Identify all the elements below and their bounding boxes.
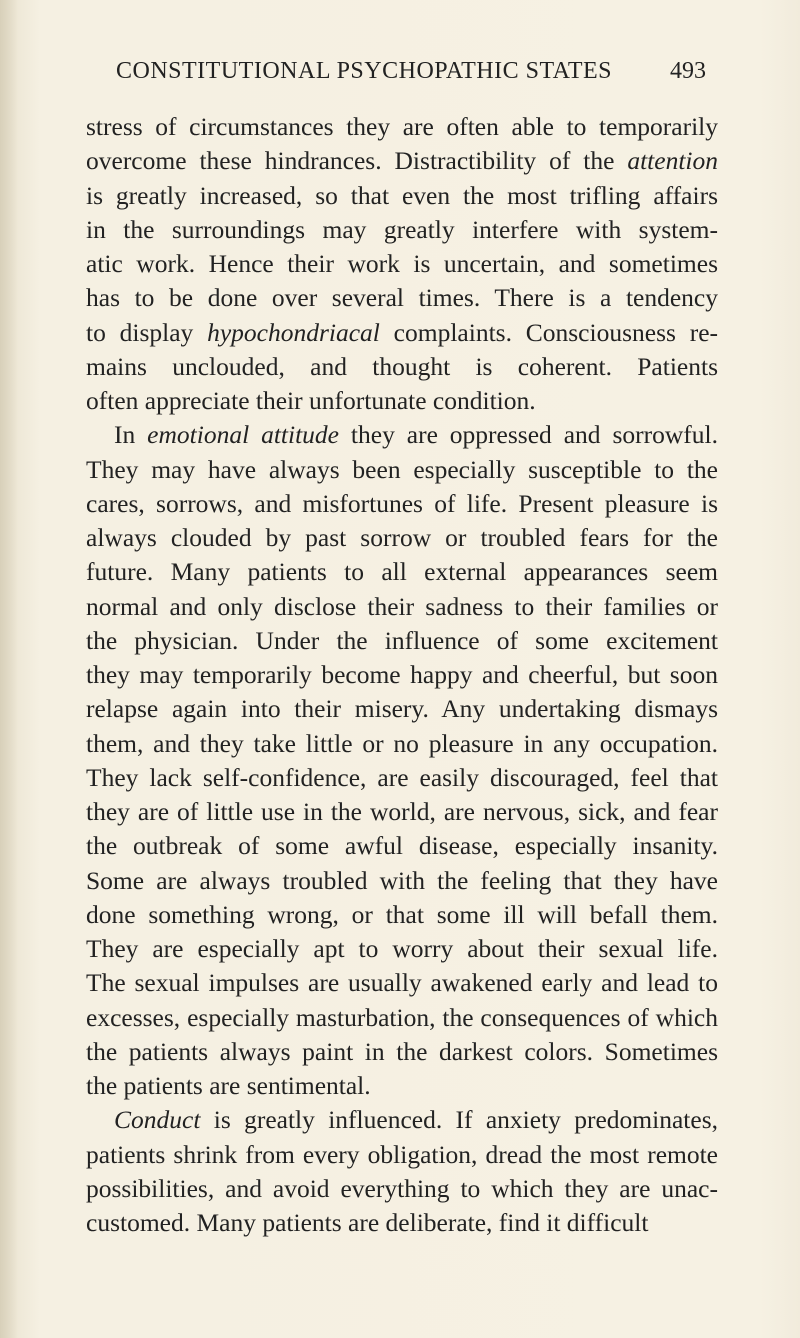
text-line: in the surroundings may greatly interfere with system- <box>86 214 718 244</box>
text-line: the patients always paint in the darkest colors. Sometimes <box>86 1036 718 1066</box>
text-line: possibilities, and avoid everything to which they are unac- <box>86 1173 718 1203</box>
text-line: mains unclouded, and thought is coherent. Patients <box>86 351 718 381</box>
text-line: the outbreak of some awful disease, especially insanity. <box>86 831 718 861</box>
text-line: They are especially apt to worry about their sexual life. <box>86 934 718 963</box>
text-line: future. Many patients to all external appearances seem <box>86 557 718 587</box>
text-line: patients shrink from every obligation, dread the most remote <box>86 1139 718 1169</box>
italic-phrase: emotional attitude <box>147 420 339 450</box>
text-line: to display hypochondriacal complaints. Consciousness re- <box>86 317 719 347</box>
text-line: They lack self-confidence, are easily discouraged, feel that <box>86 762 718 792</box>
page-header <box>0 58 800 92</box>
italic-phrase: attention <box>627 146 718 176</box>
text-line: done something wrong, or that some ill will befall them. <box>86 899 718 929</box>
text-line: cares, sorrows, and misfortunes of life. Present pleasure is <box>86 488 718 518</box>
text-line: atic work. Hence their work is uncertain, and sometimes <box>86 249 718 278</box>
text-line: the physician. Under the influence of some excitement <box>86 625 718 655</box>
gutter-shadow <box>0 0 18 1338</box>
text-line: overcome these hindrances. Distractibility of the attention <box>86 146 718 176</box>
text-line: stress of circumstances they are often able to temporarily <box>86 112 718 141</box>
text-line: In emotional attitude they are oppressed and sorrowful. <box>114 420 718 450</box>
text-line: always clouded by past sorrow or troubled fears for the <box>86 523 718 552</box>
text-line: They may have always been especially susceptible to the <box>86 454 718 484</box>
text-line: is greatly increased, so that even the most trifling affairs <box>86 180 718 210</box>
text-line: Some are always troubled with the feeling that they have <box>86 865 718 895</box>
italic-phrase: hypochondriacal <box>207 317 380 347</box>
text-line: excesses, especially masturbation, the consequences of which <box>86 1002 718 1032</box>
text-line: relapse again into their misery. Any undertaking dismays <box>86 694 718 724</box>
text-line: Conduct is greatly influenced. If anxiety predominates, <box>114 1105 718 1135</box>
body-text <box>86 110 718 1240</box>
text-line: customed. Many patients are deliberate, find it difficult <box>86 1208 649 1237</box>
text-line: The sexual impulses are usually awakened early and lead to <box>86 968 718 998</box>
running-head: CONSTITUTIONAL PSYCHOPATHIC STATES <box>116 58 613 84</box>
text-line: the patients are sentimental. <box>86 1071 371 1100</box>
text-line: normal and only disclose their sadness to their families or <box>86 591 718 621</box>
page-number: 493 <box>670 58 706 84</box>
text-line: they are of little use in the world, are nervous, sick, and fear <box>86 797 718 826</box>
text-line: often appreciate their unfortunate condition. <box>86 386 536 415</box>
text-line: they may temporarily become happy and cheerful, but soon <box>86 660 718 689</box>
text-line: has to be done over several times. There is a tendency <box>86 283 718 313</box>
italic-phrase: Conduct <box>114 1105 201 1135</box>
text-line: them, and they take little or no pleasure in any occupation. <box>86 728 718 758</box>
